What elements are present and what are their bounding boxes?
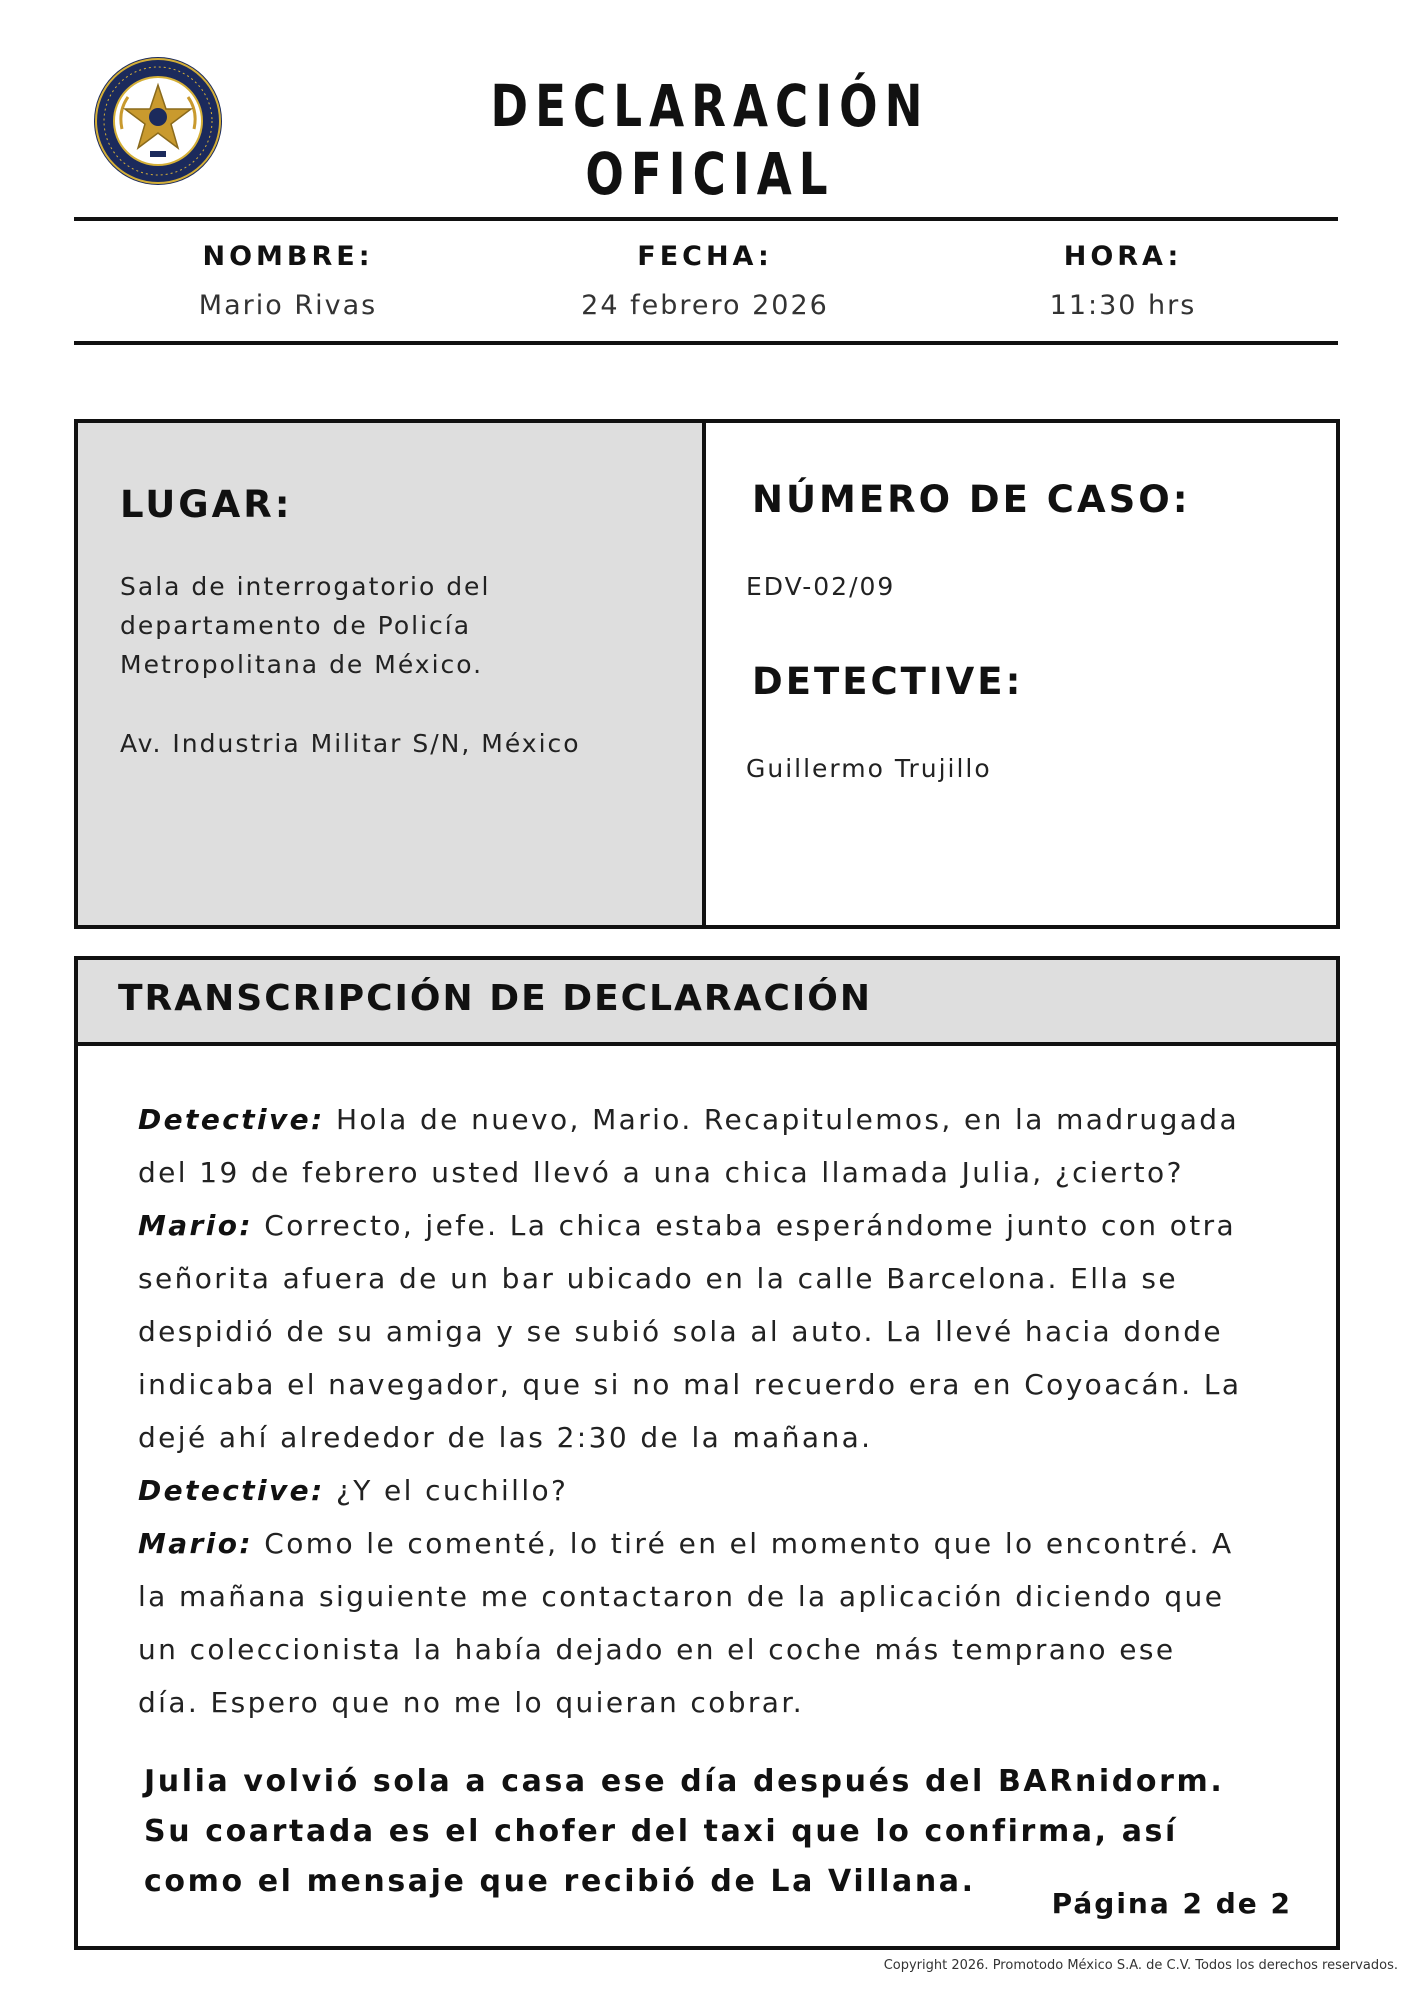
details-box	[74, 419, 1340, 929]
location-address: Av. Industria Militar S/N, México	[120, 729, 581, 758]
transcript-line	[138, 1093, 1298, 1146]
name-label: NOMBRE:	[202, 241, 374, 272]
bottom-rule	[74, 341, 1338, 345]
line-text: día. Espero que no me lo quieran cobrar.	[138, 1686, 805, 1719]
transcript-header-title: TRANSCRIPCIÓN DE DECLARACIÓN	[118, 978, 873, 1019]
top-rule	[74, 217, 1338, 221]
transcript-line	[138, 1623, 1298, 1676]
transcript-line	[138, 1305, 1298, 1358]
case-number-label: NÚMERO DE CASO:	[752, 478, 1191, 521]
seal-est-band	[150, 151, 166, 157]
info-name	[148, 241, 428, 321]
transcript-body	[138, 1093, 1298, 1729]
location-line: Metropolitana de México.	[120, 650, 484, 679]
detective-label: DETECTIVE:	[752, 660, 1024, 703]
conclusion-note	[144, 1757, 1294, 1907]
location-text	[120, 567, 490, 684]
line-text: del 19 de febrero usted llevó a una chica llamada Julia, ¿cierto?	[138, 1156, 1184, 1189]
time-label: HORA:	[1063, 241, 1183, 272]
line-text: ¿Y el cuchillo?	[324, 1474, 569, 1507]
transcript-line	[138, 1199, 1298, 1252]
line-text: despidió de su amiga y se subió sola al auto. La llevé hacia donde	[138, 1315, 1224, 1348]
transcript-line	[138, 1252, 1298, 1305]
page-number: Página 2 de 2	[1051, 1887, 1292, 1920]
name-value: Mario Rivas	[198, 290, 378, 321]
speaker-label: Mario:	[138, 1527, 253, 1560]
line-text: dejé ahí alrededor de las 2:30 de la mañana.	[138, 1421, 873, 1454]
transcript-line	[138, 1570, 1298, 1623]
transcript-header	[78, 960, 1336, 1046]
line-text: Como le comenté, lo tiré en el momento que lo encontré. A	[253, 1527, 1234, 1560]
location-line: departamento de Policía	[120, 611, 472, 640]
speaker-label: Mario:	[138, 1209, 253, 1242]
speaker-label: Detective:	[138, 1103, 325, 1136]
copyright-notice: Copyright 2026. Promotodo México S.A. de C.V. Todos los derechos reservados.	[883, 1958, 1398, 1973]
time-value: 11:30 hrs	[1049, 290, 1197, 321]
location-panel	[78, 423, 706, 925]
location-line: Sala de interrogatorio del	[120, 572, 491, 601]
police-seal-logo	[92, 55, 224, 187]
transcript-line	[138, 1676, 1298, 1729]
transcript-line	[138, 1517, 1298, 1570]
transcript-line	[138, 1146, 1298, 1199]
conclusion-line: Su coartada es el chofer del taxi que lo confirma, así	[144, 1814, 1178, 1849]
info-date	[545, 241, 865, 321]
location-label: LUGAR:	[120, 483, 293, 526]
document-title: DECLARACIÓN OFICIAL	[490, 72, 930, 208]
line-text: Correcto, jefe. La chica estaba esperándome junto con otra	[253, 1209, 1237, 1242]
date-label: FECHA:	[637, 241, 773, 272]
line-text: señorita afuera de un bar ubicado en la calle Barcelona. Ella se	[138, 1262, 1179, 1295]
conclusion-line: Julia volvió sola a casa ese día después del BARnidorm.	[144, 1764, 1225, 1799]
line-text: un coleccionista la había dejado en el coche más temprano ese	[138, 1633, 1176, 1666]
transcript-line	[138, 1358, 1298, 1411]
detective-value: Guillermo Trujillo	[746, 754, 992, 783]
transcript-line	[138, 1411, 1298, 1464]
transcript-box	[74, 956, 1340, 1950]
transcript-line	[138, 1464, 1298, 1517]
line-text: indicaba el navegador, que si no mal recuerdo era en Coyoacán. La	[138, 1368, 1242, 1401]
speaker-label: Detective:	[138, 1474, 325, 1507]
info-time	[983, 241, 1263, 321]
line-text: la mañana siguiente me contactaron de la aplicación diciendo que	[138, 1580, 1225, 1613]
case-number-value: EDV-02/09	[746, 572, 896, 601]
seal-star-center	[149, 108, 167, 126]
conclusion-line: como el mensaje que recibió de La Villana.	[144, 1864, 976, 1899]
line-text: Hola de nuevo, Mario. Recapitulemos, en la madrugada	[324, 1103, 1240, 1136]
date-value: 24 febrero 2026	[581, 290, 829, 321]
